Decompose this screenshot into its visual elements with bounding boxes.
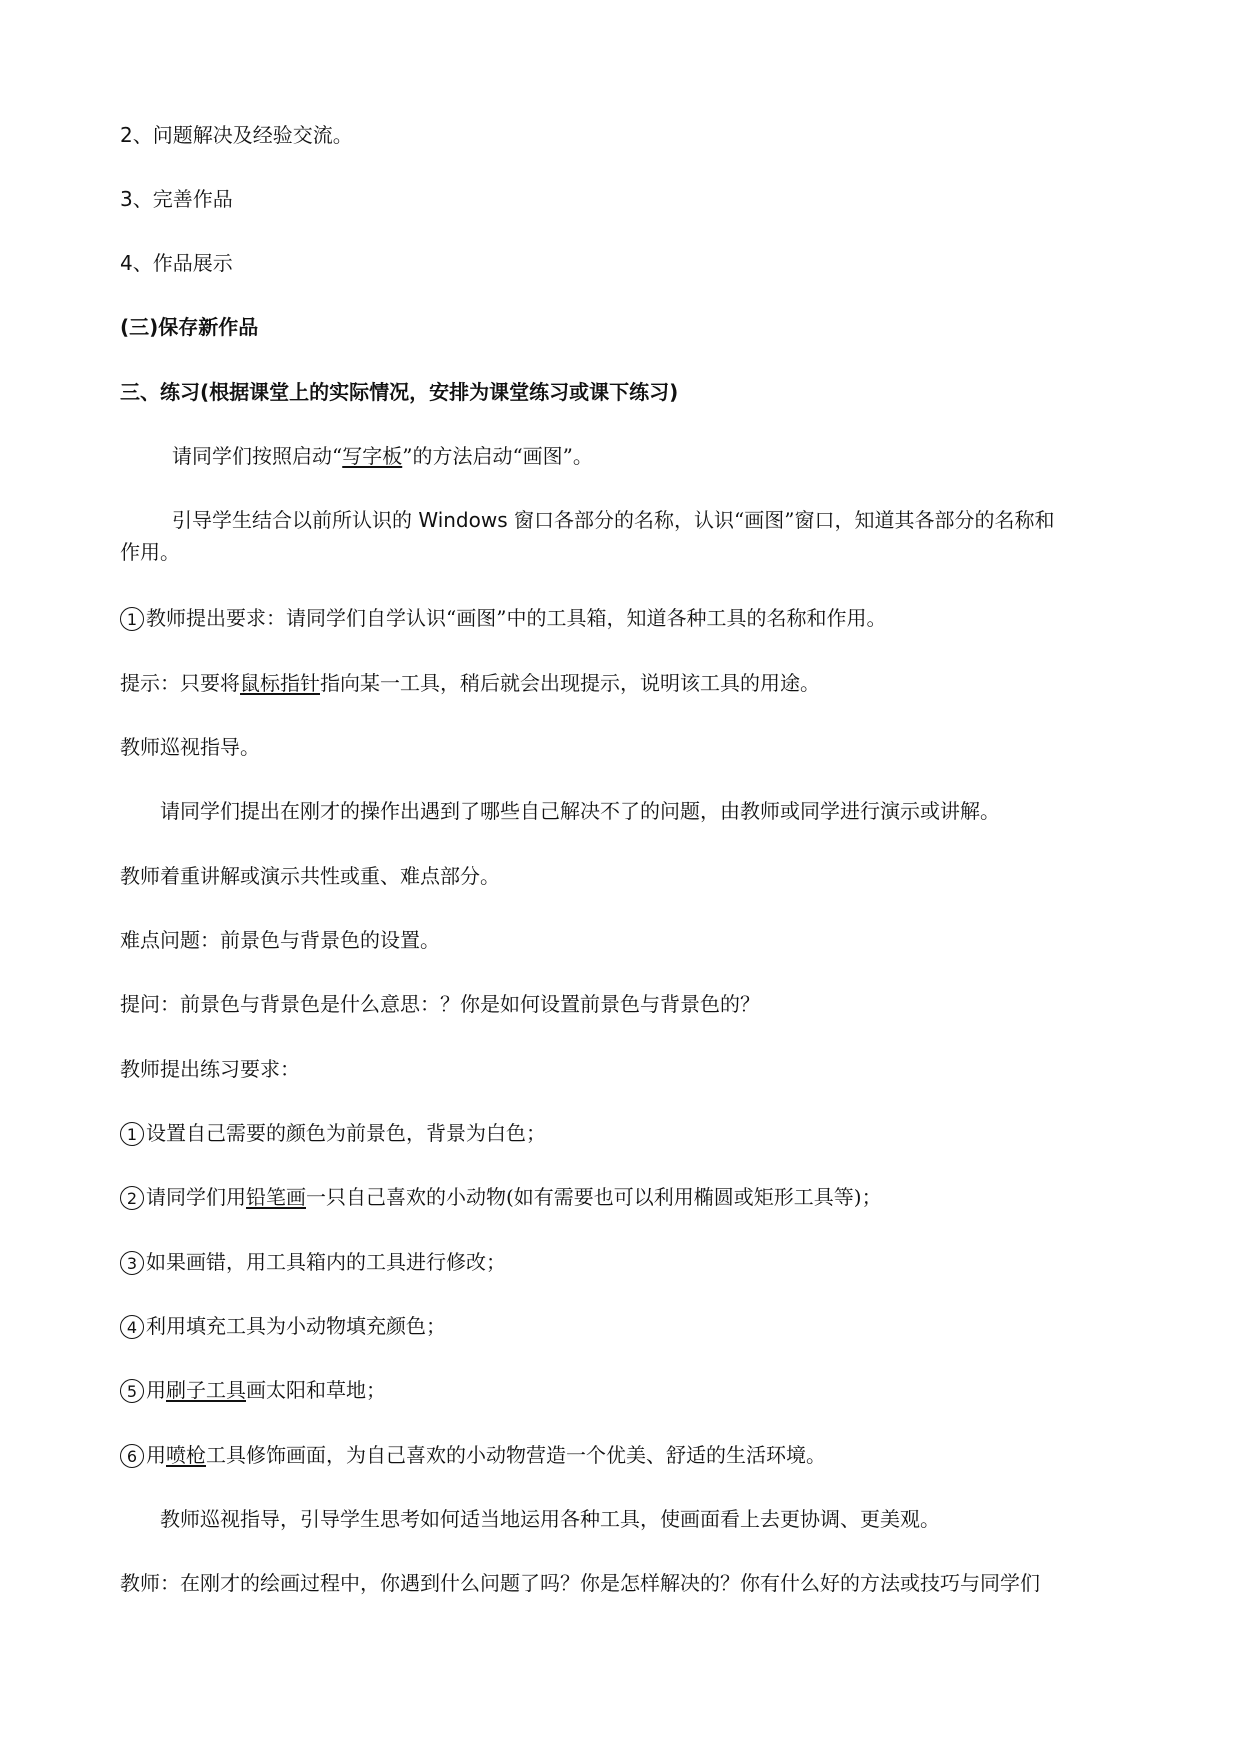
task-2: 2 请同学们用铅笔画一只自己喜欢的小动物(如有需要也可以利用椭圆或矩形工具等)； <box>120 1182 882 1212</box>
requirements-title: 教师提出练习要求： <box>120 1057 300 1081</box>
task-3: 3 如果画错，用工具箱内的工具进行修改； <box>120 1247 506 1277</box>
paragraph-start-paint: 请同学们按照启动“写字板”的方法启动“画图”。 <box>172 444 593 468</box>
paragraph-window-intro-cont: 作用。 <box>120 540 180 564</box>
teacher-patrol: 教师巡视指导。 <box>120 735 260 759</box>
link-pencil[interactable]: 铅笔画 <box>246 1185 306 1209</box>
ask-questions: 请同学们提出在刚才的操作出遇到了哪些自己解决不了的问题，由教师或同学进行演示或讲解。 <box>160 799 1000 823</box>
question-line: 提问：前景色与背景色是什么意思：？你是如何设置前景色与背景色的？ <box>120 992 760 1016</box>
list-item-2: 2、问题解决及经验交流。 <box>120 123 353 147</box>
circled-number: 6 <box>120 1444 144 1468</box>
heading-save: (三)保存新作品 <box>120 315 259 339</box>
link-brush-tool[interactable]: 刷子工具 <box>166 1378 246 1402</box>
requirement-1: 1 教师提出要求：请同学们自学认识“画图”中的工具箱，知道各种工具的名称和作用。 <box>120 603 886 633</box>
circled-number: 1 <box>120 1122 144 1146</box>
teacher-patrol-guide: 教师巡视指导，引导学生思考如何适当地运用各种工具，使画面看上去更协调、更美观。 <box>160 1507 940 1531</box>
tip-line: 提示：只要将鼠标指针指向某一工具，稍后就会出现提示，说明该工具的用途。 <box>120 671 820 695</box>
focus-line: 教师着重讲解或演示共性或重、难点部分。 <box>120 864 500 888</box>
circled-number: 1 <box>120 607 144 631</box>
circled-number: 5 <box>120 1379 144 1403</box>
task-5: 5 用刷子工具画太阳和草地； <box>120 1375 386 1405</box>
teacher-final-question: 教师：在刚才的绘画过程中，你遇到什么问题了吗？你是怎样解决的？你有什么好的方法或技巧与同学们 <box>120 1571 1040 1595</box>
link-airbrush[interactable]: 喷枪 <box>166 1443 206 1467</box>
heading-practice: 三、练习(根据课堂上的实际情况，安排为课堂练习或课下练习) <box>120 380 679 404</box>
list-item-3: 3、完善作品 <box>120 187 233 211</box>
difficulty-line: 难点问题：前景色与背景色的设置。 <box>120 928 440 952</box>
task-1: 1 设置自己需要的颜色为前景色，背景为白色； <box>120 1118 546 1148</box>
task-6: 6 用喷枪工具修饰画面，为自己喜欢的小动物营造一个优美、舒适的生活环境。 <box>120 1440 826 1470</box>
link-mouse-pointer[interactable]: 鼠标指针 <box>240 671 320 695</box>
link-wordpad[interactable]: 写字板 <box>342 444 403 468</box>
list-item-4: 4、作品展示 <box>120 251 233 275</box>
circled-number: 2 <box>120 1186 144 1210</box>
task-4: 4 利用填充工具为小动物填充颜色； <box>120 1311 446 1341</box>
paragraph-window-intro: 引导学生结合以前所认识的 Windows 窗口各部分的名称，认识“画图”窗口，知道其各部分的名称和 <box>172 508 1055 532</box>
circled-number: 3 <box>120 1251 144 1275</box>
circled-number: 4 <box>120 1315 144 1339</box>
